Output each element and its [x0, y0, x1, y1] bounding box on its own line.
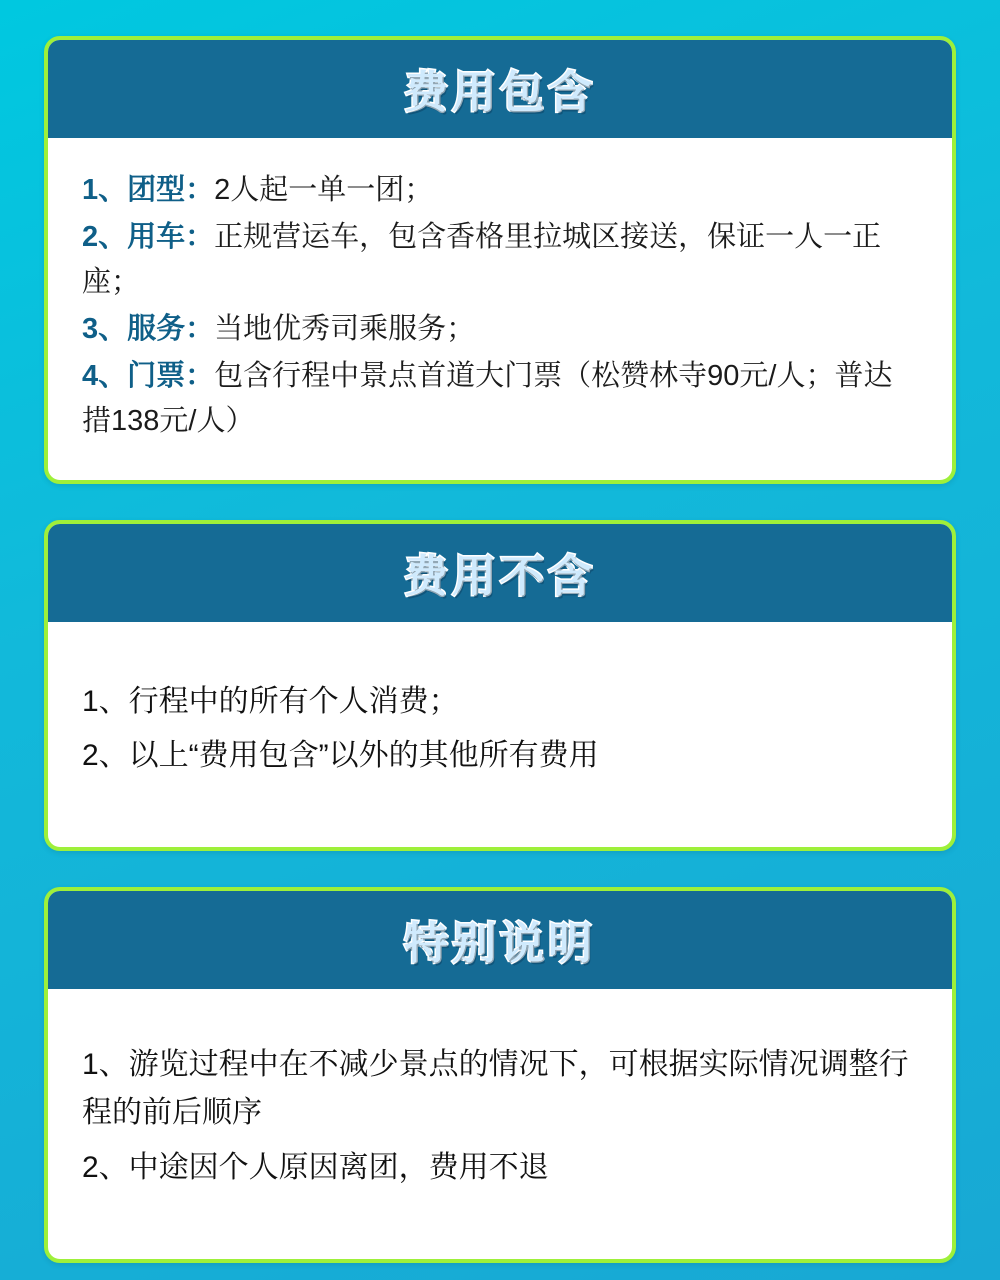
list-item: [82, 354, 918, 444]
card-body-fee-include: [48, 138, 952, 480]
list-item: 2、中途因个人原因离团，费用不退: [82, 1151, 549, 1184]
card-title: 费用不含: [404, 550, 596, 602]
list-item-label: 3、服务：: [82, 312, 215, 345]
list-item: [82, 215, 918, 305]
list-item: [82, 307, 918, 352]
list-item: 1、游览过程中在不减少景点的情况下，可根据实际情况调整行程的前后顺序: [82, 1047, 909, 1130]
list-item-text: 2人起一单一团；: [214, 174, 434, 206]
card-body-fee-exclude: [48, 622, 952, 847]
list-item-label: 4、门票：: [82, 359, 215, 392]
card-special-notes: [44, 887, 956, 1263]
list-item-text: 正规营运车，包含香格里拉城区接送，保证一人一正座；: [82, 220, 882, 298]
card-header-fee-exclude: [48, 524, 952, 622]
list-item: 1、行程中的所有个人消费；: [82, 684, 459, 718]
card-fee-exclude: [44, 520, 956, 851]
list-item-label: 2、用车：: [82, 220, 215, 253]
card-header-fee-include: [48, 40, 952, 138]
card-fee-include: [44, 36, 956, 484]
list-item-label: 1、团型：: [82, 174, 215, 206]
card-header-special-notes: [48, 891, 952, 989]
card-title: 费用包含: [404, 67, 596, 118]
list-item-text: 当地优秀司乘服务；: [214, 312, 476, 345]
list-item: 2、以上“费用包含”以外的其他所有费用: [82, 739, 599, 773]
card-body-special-notes: [48, 989, 952, 1259]
list-item-text: 包含行程中景点首道大门票（松赞林寺90元/人；普达措138元/人）: [82, 359, 893, 437]
card-title: 特别说明: [404, 917, 596, 969]
list-item: [82, 168, 918, 213]
